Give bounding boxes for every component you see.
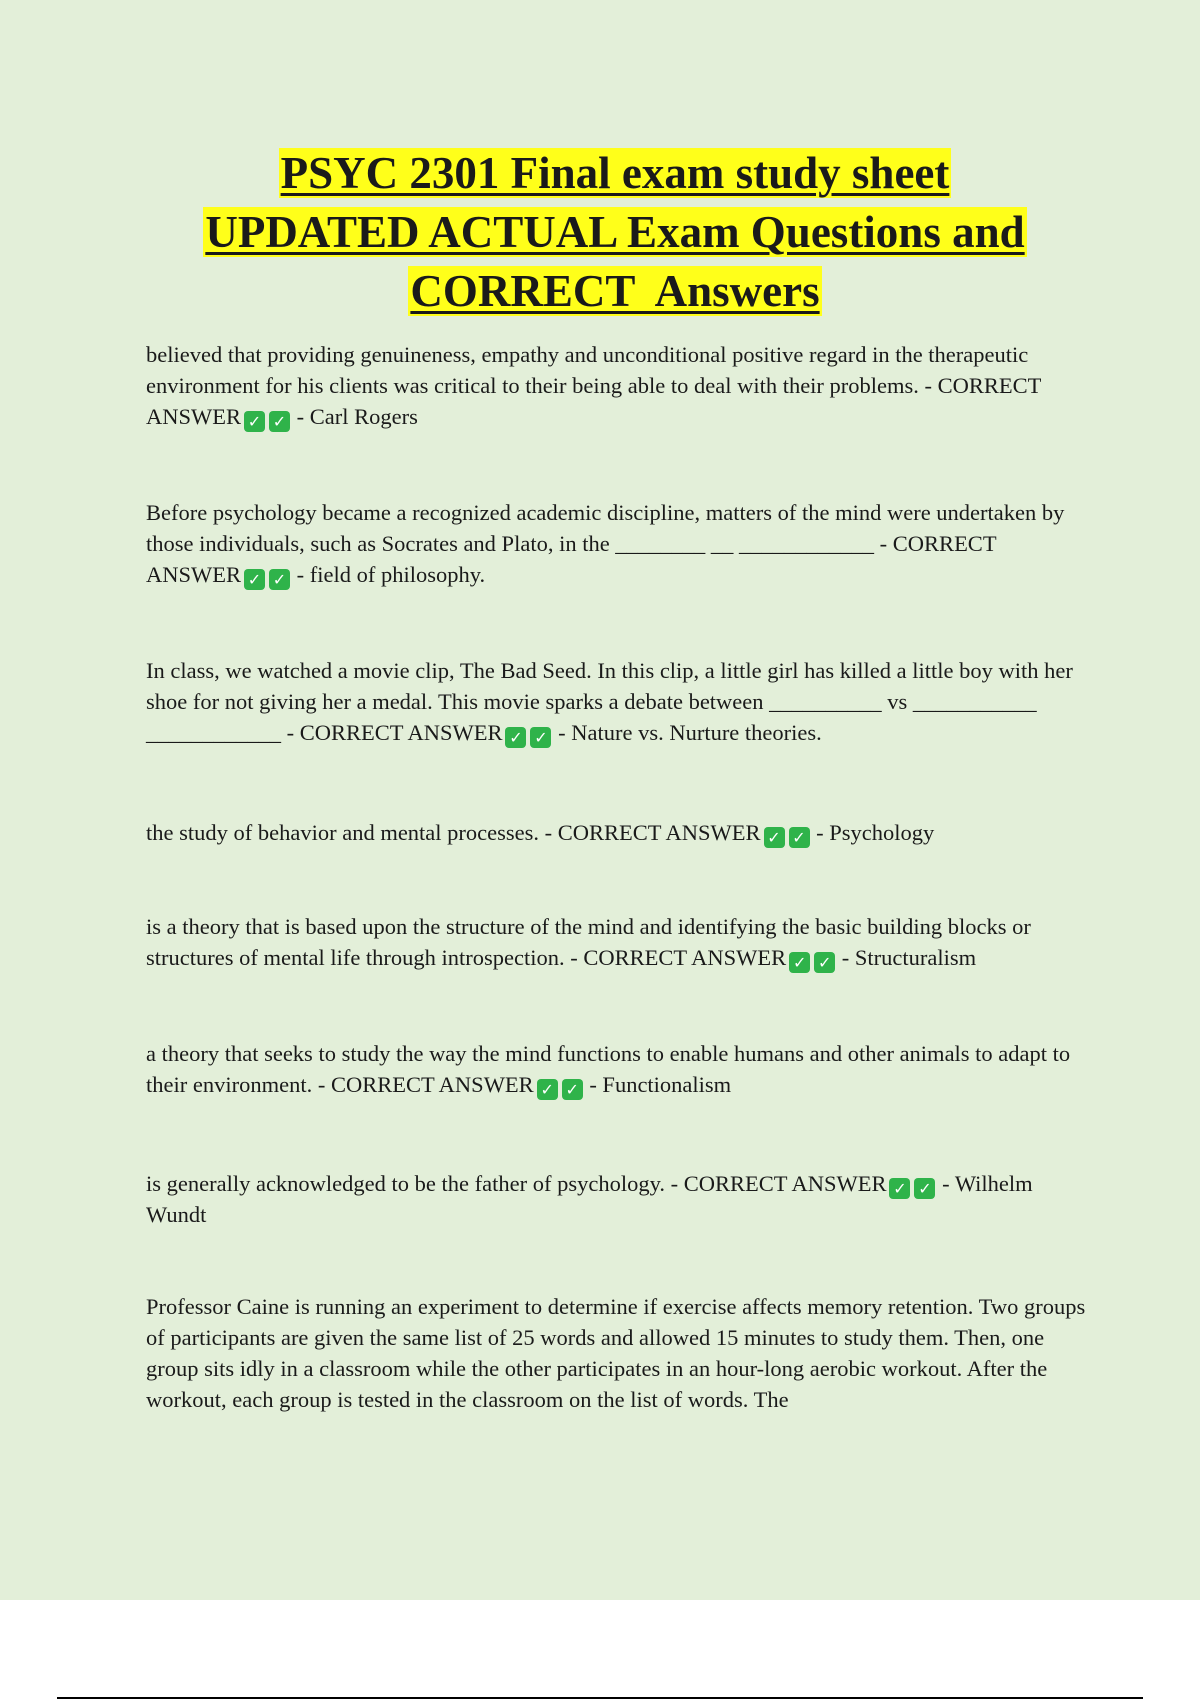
check-mark-icon: ✓ — [562, 1079, 583, 1100]
title-line-1: PSYC 2301 Final exam study sheet — [280, 148, 950, 198]
answer-text: - Carl Rogers — [296, 404, 418, 429]
check-mark-icon: ✓ — [914, 1178, 935, 1199]
question-text: Professor Caine is running an experiment to determine if exercise affects memory retention. Two groups of participants are given the same list of 25 words and allowed 15 minutes to study them. Then, one group sits idly in a classroom while the other participates in an hour-long aerobic workout. After the workout, each group is tested in the classroom on the list of words. The — [146, 1294, 1086, 1412]
question-text: a theory that seeks to study the way the mind functions to enable humans and other animals to adapt to their environment. - CORRECT ANSWER — [146, 1041, 1071, 1097]
qa-entry — [146, 1168, 1092, 1230]
qa-entry — [146, 1038, 1092, 1100]
qa-entry — [146, 655, 1092, 748]
check-mark-icon: ✓ — [505, 727, 526, 748]
check-mark-icon: ✓ — [789, 952, 810, 973]
answer-text: - Psychology — [816, 820, 935, 845]
answer-text: - Functionalism — [589, 1072, 732, 1097]
question-text: is generally acknowledged to be the father of psychology. - CORRECT ANSWER — [146, 1171, 887, 1196]
check-mark-icon: ✓ — [269, 569, 290, 590]
check-mark-icon: ✓ — [269, 411, 290, 432]
check-mark-icon: ✓ — [789, 827, 810, 848]
question-text: believed that providing genuineness, empathy and unconditional positive regard in the therapeutic environment for his clients was critical to their being able to deal with their problems. - CORRECT ANSWER — [146, 342, 1042, 429]
check-mark-icon: ✓ — [537, 1079, 558, 1100]
title-line-3: CORRECT Answers — [410, 266, 820, 316]
qa-entry — [146, 817, 1092, 848]
check-mark-icon: ✓ — [530, 727, 551, 748]
check-mark-icon: ✓ — [889, 1178, 910, 1199]
question-text: the study of behavior and mental processes. - CORRECT ANSWER — [146, 820, 761, 845]
question-text: In class, we watched a movie clip, The Bad Seed. In this clip, a little girl has killed a little boy with her shoe for not giving her a medal. This movie sparks a debate between __________ vs ___________ ____________ - CORRECT ANSWER — [146, 658, 1073, 745]
answer-text: - Nature vs. Nurture theories. — [558, 720, 822, 745]
page-footer-rule — [57, 1697, 1143, 1699]
answer-text: - Wilhelm Wundt — [146, 1171, 1033, 1227]
qa-entry — [146, 1291, 1092, 1415]
qa-entry — [146, 911, 1092, 973]
check-mark-icon: ✓ — [244, 569, 265, 590]
answer-text: - Structuralism — [841, 945, 977, 970]
title-line-2: UPDATED ACTUAL Exam Questions and — [205, 207, 1025, 257]
document-title — [60, 144, 1170, 321]
answer-text: - field of philosophy. — [296, 562, 486, 587]
qa-entry — [146, 497, 1092, 590]
check-mark-icon: ✓ — [814, 952, 835, 973]
check-mark-icon: ✓ — [244, 411, 265, 432]
qa-entry — [146, 339, 1092, 432]
question-text: Before psychology became a recognized academic discipline, matters of the mind were undertaken by those individuals, such as Socrates and Plato, in the ________ __ ____________ - CORRECT ANSWER — [146, 500, 1065, 587]
check-mark-icon: ✓ — [764, 827, 785, 848]
question-text: is a theory that is based upon the structure of the mind and identifying the basic building blocks or structures of mental life through introspection. - CORRECT ANSWER — [146, 914, 1031, 970]
